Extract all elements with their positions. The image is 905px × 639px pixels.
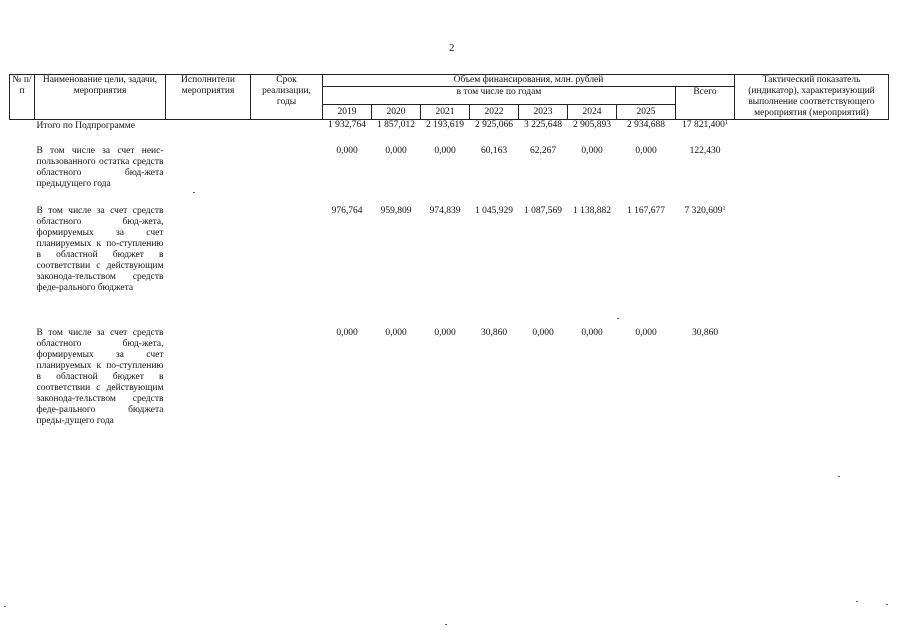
value-cell: 30,860: [480, 328, 508, 338]
scan-speck: [445, 624, 447, 625]
value-cell: 2 934,688: [627, 120, 665, 130]
total-value: 30,860: [691, 328, 719, 338]
value-cell: 959,809: [380, 206, 412, 216]
header-term: Срок реализации, годы: [251, 75, 323, 120]
value-cell: 976,764: [331, 206, 363, 216]
value-cell: 2 193,619: [426, 120, 464, 130]
header-year: 2022: [470, 105, 519, 120]
value-cell: 3 225,648: [524, 120, 562, 130]
header-year: 2019: [323, 105, 372, 120]
value-cell: 60,163: [480, 146, 508, 156]
header-year: 2020: [372, 105, 421, 120]
value-cell: 2 905,893: [573, 120, 611, 130]
header-year: 2025: [617, 105, 676, 120]
total-cell: [676, 146, 735, 206]
table-row: [10, 328, 889, 452]
header-executors: Исполнители мероприятия: [166, 75, 251, 120]
value-cell: 974,839: [429, 206, 461, 216]
value-cell: 1 857,012: [377, 120, 415, 130]
row-name: В том числе за счет средств областного бюд-жета, формируемых за счет планируемых к по-ступлению в областной бюджет в соответствии с действующим законода-тельством средств феде-рального бюджета: [36, 206, 164, 293]
header-year: 2021: [421, 105, 470, 120]
value-cell: 1 932,764: [328, 120, 366, 130]
header-total: Всего: [676, 87, 735, 120]
row-name: В том числе за счет неис-пользованного остатка средств областного бюд-жета предыдущего года: [36, 146, 164, 189]
value-cell: 1 138,882: [573, 206, 611, 216]
value-cell: 1 045,929: [475, 206, 513, 216]
header-num: № п/п: [10, 75, 35, 120]
footnote-mark: 1: [724, 120, 728, 126]
value-cell: 0,000: [581, 328, 603, 338]
scan-speck: [617, 318, 619, 319]
value-cell: 0,000: [532, 328, 554, 338]
scan-speck: [886, 604, 888, 605]
total-value: 7 320,609: [684, 206, 723, 216]
value-cell: 0,000: [385, 146, 407, 156]
table-header: [10, 75, 889, 120]
value-cell: 0,000: [581, 146, 603, 156]
value-cell: 1 087,569: [524, 206, 562, 216]
header-name: Наименование цели, задачи, мероприятия: [35, 75, 166, 120]
header-by-years: в том числе по годам: [323, 87, 676, 105]
scan-speck: [193, 192, 195, 193]
value-cell: 1 167,677: [627, 206, 665, 216]
page-number: 2: [449, 42, 455, 54]
value-cell: 62,267: [529, 146, 557, 156]
total-value: 122,430: [689, 146, 721, 156]
header-funding: Объем финансирования, млн. рублей: [323, 75, 735, 87]
value-cell: 2 925,066: [475, 120, 513, 130]
value-cell: 0,000: [635, 146, 657, 156]
scan-speck: [4, 606, 6, 607]
header-year: 2023: [519, 105, 568, 120]
total-cell: [676, 120, 735, 147]
table-row: [10, 206, 889, 328]
footnote-mark: 1: [722, 206, 726, 212]
financing-table: [9, 74, 889, 452]
value-cell: 0,000: [336, 146, 358, 156]
total-value: 17 821,400: [682, 120, 725, 130]
table-row: [10, 146, 889, 206]
value-cell: 0,000: [434, 146, 456, 156]
scan-speck: [838, 476, 840, 477]
row-name: Итого по Подпрограмме: [36, 121, 135, 131]
scan-speck: [856, 601, 858, 602]
total-cell: [676, 206, 735, 328]
header-indicator: Тактический показатель (индикатор), характеризующий выполнение соответствующего мероприятия (мероприятий): [735, 75, 889, 120]
header-year: 2024: [568, 105, 617, 120]
row-name: В том числе за счет средств областного бюд-жета, формируемых за счет планируемых к по-ступлению в областной бюджет в соответствии с действующим законода-тельством средств феде-рального бюджета преды-дущего года: [36, 328, 164, 426]
value-cell: 0,000: [635, 328, 657, 338]
value-cell: 0,000: [434, 328, 456, 338]
total-cell: [676, 328, 735, 452]
table-row: [10, 120, 889, 147]
value-cell: 0,000: [385, 328, 407, 338]
value-cell: 0,000: [336, 328, 358, 338]
